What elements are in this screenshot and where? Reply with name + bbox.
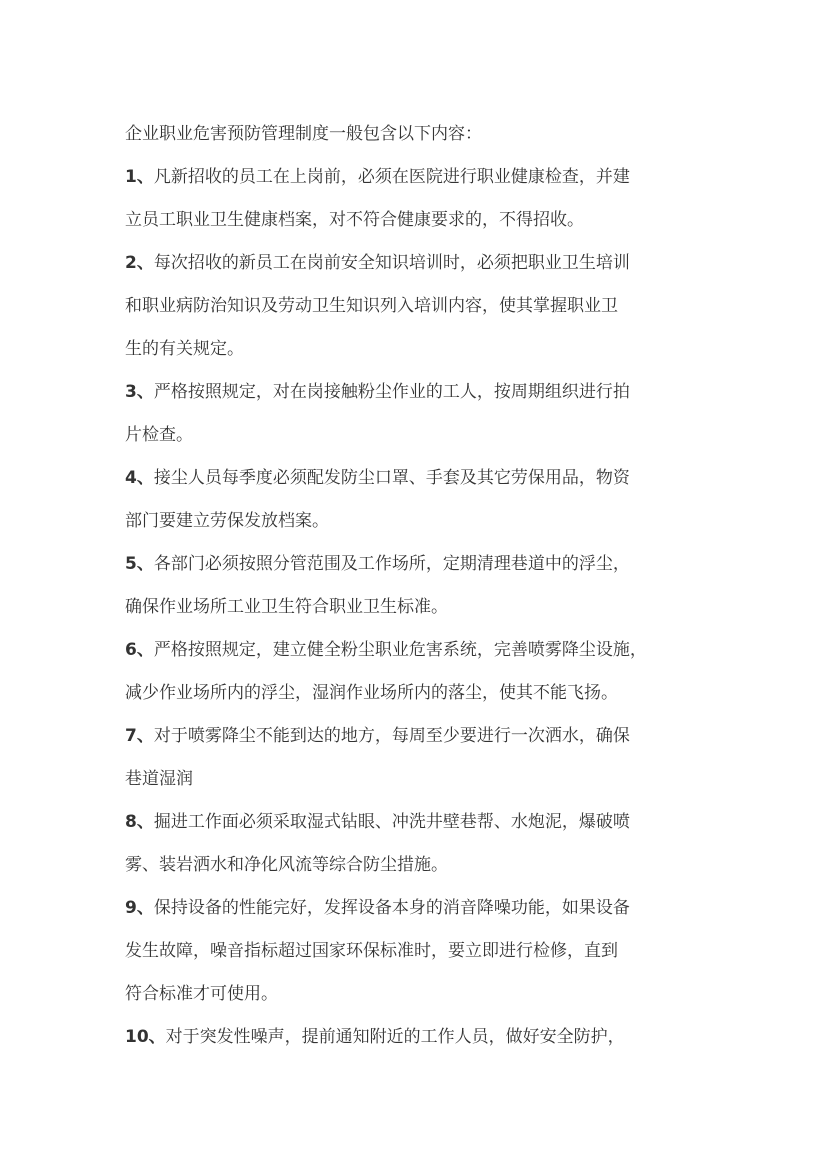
- item-number: 7、: [125, 726, 154, 746]
- item-text-line: 生的有关规定。: [125, 339, 244, 359]
- list-item-7: [125, 715, 725, 801]
- list-item-8: [125, 801, 725, 887]
- list-item-5: [125, 543, 725, 629]
- list-item-9: [125, 887, 725, 1016]
- item-text-line: 立员工职业卫生健康档案，对不符合健康要求的，不得招收。: [125, 210, 584, 230]
- list-item-2: [125, 242, 725, 371]
- item-number: 1、: [125, 167, 154, 187]
- item-text-line: 雾、装岩洒水和净化风流等综合防尘措施。: [125, 855, 448, 875]
- item-number: 3、: [125, 382, 154, 402]
- list-item-4: [125, 457, 725, 543]
- item-text-line: 保持设备的性能完好，发挥设备本身的消音降噪功能，如果设备: [153, 898, 630, 918]
- item-text-line: 减少作业场所内的浮尘，湿润作业场所内的落尘，使其不能飞扬。: [125, 683, 618, 703]
- item-number: 5、: [125, 554, 154, 574]
- item-text-line: 巷道湿润: [125, 769, 193, 789]
- item-number: 4、: [125, 468, 154, 488]
- list-item-10: [125, 1016, 725, 1059]
- item-text-line: 和职业病防治知识及劳动卫生知识列入培训内容，使其掌握职业卫: [125, 296, 618, 316]
- list-item-1: [125, 156, 725, 242]
- item-number: 6、: [125, 640, 154, 660]
- item-text-line: 确保作业场所工业卫生符合职业卫生标准。: [125, 597, 448, 617]
- item-text-line: 每次招收的新员工在岗前安全知识培训时，必须把职业卫生培训: [153, 253, 630, 273]
- item-text-line: 严格按照规定，对在岗接触粉尘作业的工人，按周期组织进行拍: [153, 382, 630, 402]
- item-text-line: 对于喷雾降尘不能到达的地方，每周至少要进行一次洒水，确保: [153, 726, 630, 746]
- list-item-3: [125, 371, 725, 457]
- item-text-line: 接尘人员每季度必须配发防尘口罩、手套及其它劳保用品，物资: [153, 468, 630, 488]
- item-number: 8、: [125, 812, 154, 832]
- item-text-line: 对于突发性噪声，提前通知附近的工作人员，做好安全防护，: [165, 1027, 625, 1047]
- item-text-line: 严格按照规定，建立健全粉尘职业危害系统，完善喷雾降尘设施，: [153, 640, 647, 660]
- item-number: 2、: [125, 253, 154, 273]
- item-text-line: 凡新招收的员工在上岗前，必须在医院进行职业健康检查，并建: [153, 167, 630, 187]
- item-text-line: 各部门必须按照分管范围及工作场所，定期清理巷道中的浮尘，: [153, 554, 630, 574]
- item-text-line: 符合标准才可使用。: [125, 984, 278, 1004]
- document-body: [125, 113, 725, 1059]
- list-item-6: [125, 629, 725, 715]
- item-text-line: 掘进工作面必须采取湿式钻眼、冲洗井壁巷帮、水炮泥，爆破喷: [153, 812, 630, 832]
- item-number: 10、: [125, 1027, 166, 1047]
- intro-paragraph: 企业职业危害预防管理制度一般包含以下内容：: [125, 124, 482, 144]
- item-text-line: 发生故障，噪音指标超过国家环保标准时，要立即进行检修，直到: [125, 941, 618, 961]
- item-text-line: 部门要建立劳保发放档案。: [125, 511, 329, 531]
- item-text-line: 片检查。: [125, 425, 193, 445]
- item-number: 9、: [125, 898, 154, 918]
